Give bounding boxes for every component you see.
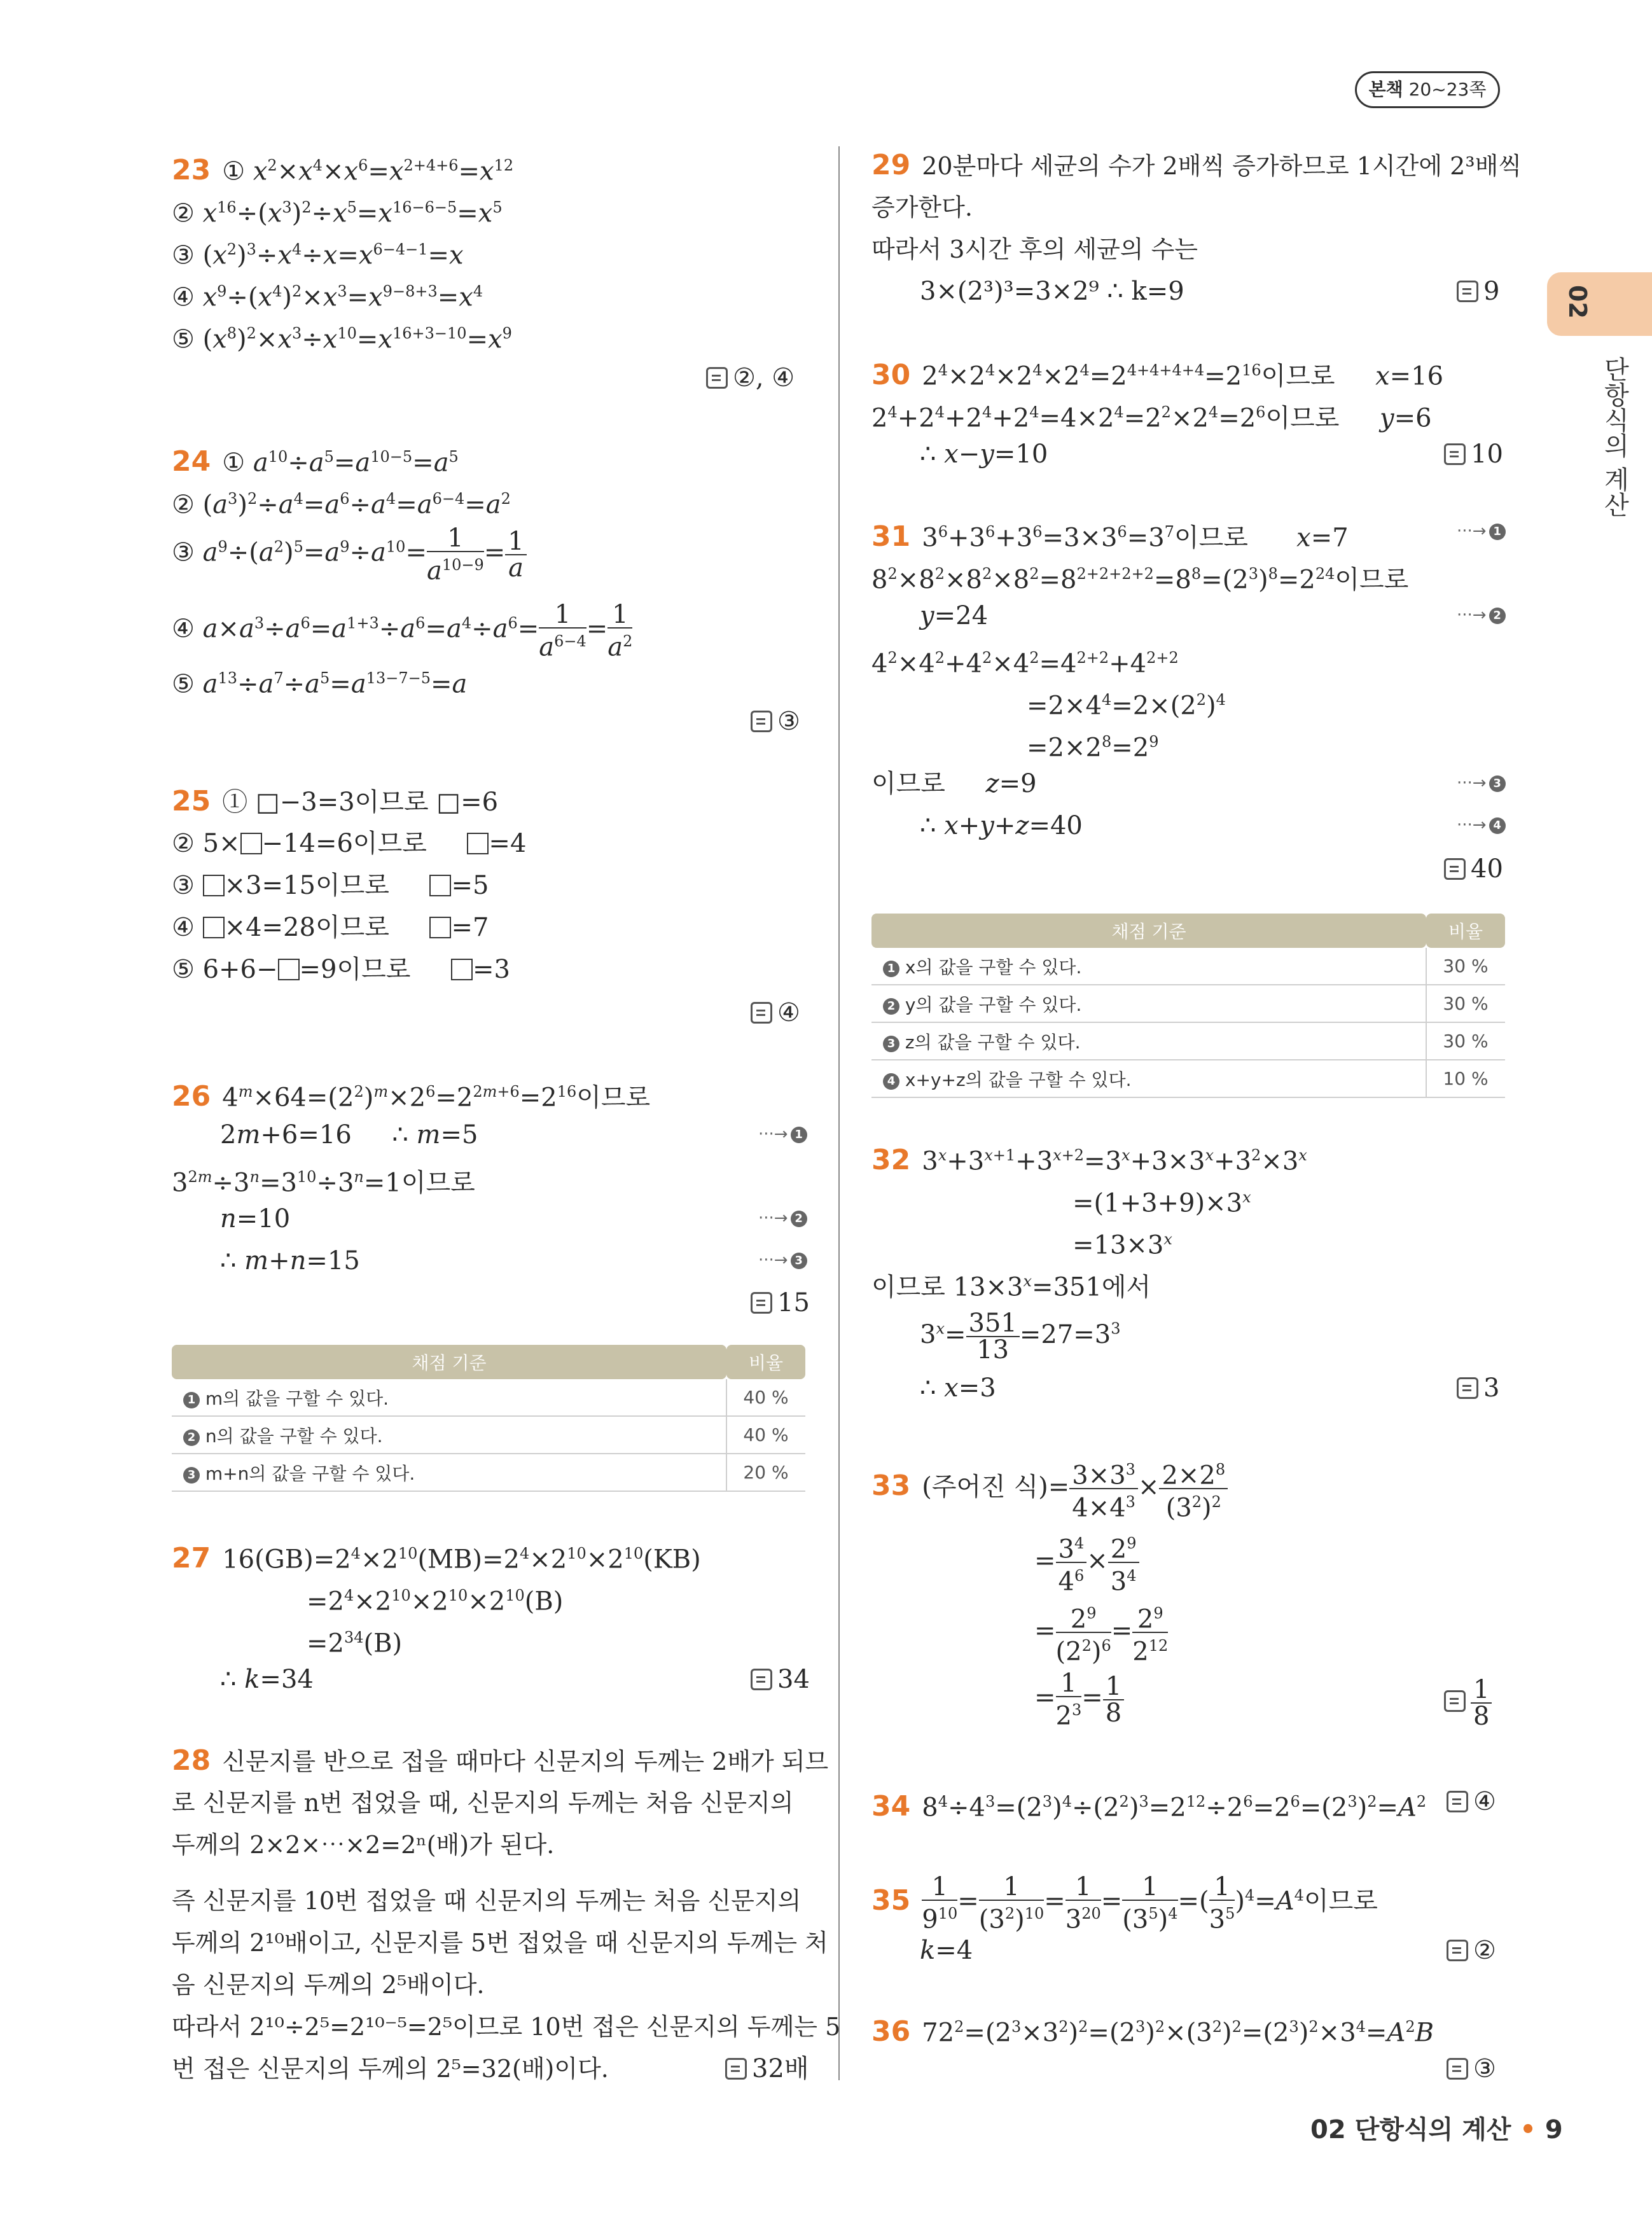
problem-number: 30 xyxy=(871,359,911,392)
table-header-ratio: 비율 xyxy=(726,1345,805,1379)
p23-line5: ⑤ $(x^8)^2\times x^3\div x^{10}=x^{16+3-10}=x^9$ xyxy=(172,324,512,354)
problem-number: 27 xyxy=(172,1542,211,1575)
p34-answer: ④ xyxy=(1447,1785,1496,1818)
p25-line4: ④ ×4=28이므로 =7 xyxy=(172,913,489,942)
p25-line1: 25 ① □−3=3이므로 □=6 xyxy=(172,785,499,817)
answer-icon xyxy=(751,1669,772,1690)
answer-icon xyxy=(751,711,772,732)
p24-line1: 24 ① $a^{10}\div a^5=a^{10-5}=a^5$ xyxy=(172,445,459,478)
answer-icon xyxy=(1444,1690,1466,1712)
p31-answer: 40 xyxy=(1444,852,1503,886)
step-marker-3: ···→ 3 xyxy=(1457,774,1506,793)
p36-answer: ③ xyxy=(1447,2052,1496,2085)
p33-line3: = $\frac{2^9}{(2^2)^6}$ = $\frac{2^9}{2^{12}}$ xyxy=(1034,1601,1168,1665)
step-marker-1: ···→ 1 xyxy=(1457,522,1506,541)
p32-line3: $=13\times 3^x$ xyxy=(1072,1230,1172,1260)
answer-icon xyxy=(1457,281,1478,302)
table-header-criterion: 채점 기준 xyxy=(172,1345,726,1379)
p33-line1: 33 (주어진 식)= $\frac{3\times 3^3}{4\times 4^3}$ × $\frac{2\times 2^8}{(3^2)^2}$ xyxy=(871,1457,1228,1521)
step-marker-2: ···→ 2 xyxy=(1457,606,1506,625)
step-marker-1: ···→ 1 xyxy=(758,1125,807,1144)
p29-line4: 3×(2³)³=3×2⁹ ∴ k=9 xyxy=(920,277,1184,306)
p24-line4: ④ $a\times a^3\div a^6=a^{1+3}\div a^6=a^4\div a^6=$ $\frac{1}{a^{6-4}}$ = $\frac{1}{a^2}$ xyxy=(172,600,633,662)
p26-line1: 26 $4^m\times 64=(2^2)^m\times 2^6=2^{2m+6}=2^{16}$이므로 xyxy=(172,1080,651,1113)
p29-line2: 증가한다. xyxy=(871,193,973,221)
problem-number: 33 xyxy=(871,1470,911,1503)
problem-number: 23 xyxy=(172,154,211,187)
answer-icon xyxy=(725,2058,747,2080)
p23-line3: ③ $(x^2)^3\div x^4\div x=x^{6-4-1}=x$ xyxy=(172,240,464,270)
p27-line3: $=2^{34}(B)$ xyxy=(307,1629,403,1658)
p35-line2: k=4 xyxy=(920,1936,973,1965)
p32-line1: 32 $3^x+3^{x+1}+3^{x+2}=3^x+3\times 3^x+3^2\times 3^x$ xyxy=(871,1144,1307,1177)
step-marker-4: ···→ 4 xyxy=(1457,816,1506,835)
table-row: 3 z의 값을 구할 수 있다. 30 % xyxy=(871,1022,1505,1060)
p29-line1: 29 20분마다 세균의 수가 2배씩 증가하므로 1시간에 2³배씩 xyxy=(871,149,1522,181)
p35-answer: ② xyxy=(1447,1934,1496,1967)
p28-line5: 두께의 2¹⁰배이고, 신문지를 5번 접었을 때 신문지의 두께는 처 xyxy=(172,1929,828,1957)
p32-line2: $=(1+3+9)\times 3^x$ xyxy=(1072,1188,1251,1218)
table-header-criterion: 채점 기준 xyxy=(871,914,1426,948)
p28-line8: 번 접은 신문지의 두께의 2⁵=32(배)이다. xyxy=(172,2055,609,2083)
p34-line1: 34 $8^4\div 4^3=(2^3)^4\div(2^2)^3=2^{12}\div 2^6=2^6=(2^3)^2=A^2$ xyxy=(871,1790,1427,1823)
p29-answer: 9 xyxy=(1457,275,1499,308)
p23-line2: ② $x^{16}\div(x^3)^2\div x^5=x^{16-6-5}=x^5$ xyxy=(172,198,503,228)
answer-icon xyxy=(1444,858,1466,880)
p31-line4: $4^2\times 4^2+4^2\times 4^2=4^{2+2}+4^{2+2}$ xyxy=(871,649,1179,679)
answer-icon xyxy=(751,1002,772,1024)
p31-line3: y=24 xyxy=(920,601,989,630)
problem-number: 26 xyxy=(172,1080,211,1113)
table-row: 4 x+y+z의 값을 구할 수 있다. 10 % xyxy=(871,1060,1505,1097)
p24-answer: ③ xyxy=(751,705,800,738)
p26-line2: 2m+6=16 ∴ m=5 xyxy=(220,1120,478,1150)
answer-icon xyxy=(751,1292,772,1314)
p32-answer: 3 xyxy=(1457,1372,1499,1405)
p23-answer: ②, ④ xyxy=(706,361,795,394)
p36-line1: 36 $72^2=(2^3\times 3^2)^2=(2^3)^2\times(3^2)^2=(2^3)^2\times 3^4=A^2B$ xyxy=(871,2015,1434,2048)
p28-answer: 32배 xyxy=(725,2052,809,2085)
answer-icon xyxy=(1447,1791,1468,1812)
p24-line3: ③ $a^9\div(a^2)^5=a^9\div a^{10}=$ $\frac{1}{a^{10-9}}$ = $\frac{1}{a}$ xyxy=(172,525,527,583)
grading-table-31 xyxy=(871,914,1505,1098)
p33-answer: $\frac{1}{8}$ xyxy=(1444,1677,1492,1729)
table-row: 3 m+n의 값을 구할 수 있다. 20 % xyxy=(172,1454,805,1491)
problem-number: 34 xyxy=(871,1790,911,1823)
table-row: 2 y의 값을 구할 수 있다. 30 % xyxy=(871,985,1505,1022)
chapter-tab[interactable] xyxy=(1547,272,1652,336)
p28-line1: 28 신문지를 반으로 접을 때마다 신문지의 두께는 2배가 되므 xyxy=(172,1744,829,1777)
problem-number: 35 xyxy=(871,1884,911,1917)
p31-line7: 이므로 z=9 xyxy=(871,769,1037,798)
table-row: 2 n의 값을 구할 수 있다. 40 % xyxy=(172,1416,805,1454)
answer-icon xyxy=(1457,1377,1478,1399)
p26-answer: 15 xyxy=(751,1286,810,1319)
p31-line1: 31 $3^6+3^6+3^6=3\times 3^6=3^7$이므로 x=7 xyxy=(871,520,1349,553)
p26-line5: ∴ m+n=15 xyxy=(220,1246,360,1275)
p24-line5: ⑤ $a^{13}\div a^7\div a^5=a^{13-7-5}=a$ xyxy=(172,669,468,699)
answer-icon xyxy=(1447,2058,1468,2080)
chapter-tab-number: 02 xyxy=(1564,285,1592,319)
problem-number: 32 xyxy=(871,1144,911,1177)
grading-table-26 xyxy=(172,1345,805,1492)
p33-line4: = $\frac{1}{2^3}$ = $\frac{1}{8}$ xyxy=(1034,1671,1124,1728)
p27-line1: 27 $16(GB)=2^4\times 2^{10}(MB)=2^4\times 2^{10}\times 2^{10}(KB)$ xyxy=(172,1542,701,1575)
p23-line4: ④ $x^9\div(x^4)^2\times x^3=x^{9-8+3}=x^4$ xyxy=(172,282,483,312)
chapter-tab-title: 단항식의 계산 xyxy=(1600,356,1629,517)
answer-icon xyxy=(1447,1940,1468,1961)
p27-answer: 34 xyxy=(751,1663,810,1696)
p26-line4: n=10 xyxy=(220,1204,291,1234)
p33-line2: = $\frac{3^4}{4^6}$ × $\frac{2^9}{3^4}$ xyxy=(1034,1531,1139,1595)
table-row: 1 m의 값을 구할 수 있다. 40 % xyxy=(172,1379,805,1416)
p25-line5: ⑤ 6+6− =9이므로 =3 xyxy=(172,955,510,984)
problem-number: 24 xyxy=(172,445,211,478)
p24-line2: ② $(a^3)^2\div a^4=a^6\div a^4=a^{6-4}=a^2$ xyxy=(172,490,511,520)
problem-number: 25 xyxy=(172,785,211,817)
step-marker-3: ···→ 3 xyxy=(758,1251,807,1270)
problem-number: 36 xyxy=(871,2015,911,2048)
p31-line2: $8^2\times 8^2\times 8^2\times 8^2=8^{2+2+2+2}=8^8=(2^3)^8=2^{24}$이므로 xyxy=(871,565,1409,595)
problem-number: 31 xyxy=(871,520,911,553)
p28-line2: 로 신문지를 n번 접었을 때, 신문지의 두께는 처음 신문지의 xyxy=(172,1789,794,1817)
p28-line4: 즉 신문지를 10번 접었을 때 신문지의 두께는 처음 신문지의 xyxy=(172,1887,802,1915)
p27-line2: $=2^4\times 2^{10}\times 2^{10}\times 2^{10}(B)$ xyxy=(307,1587,564,1616)
p30-answer: 10 xyxy=(1444,438,1503,471)
step-marker-2: ···→ 2 xyxy=(758,1209,807,1228)
p31-line8: ∴ x+y+z=40 xyxy=(920,811,1083,840)
p28-line3: 두께의 2×2×⋯×2=2ⁿ(배)가 된다. xyxy=(172,1831,555,1859)
p32-line6: ∴ x=3 xyxy=(920,1373,996,1403)
p23-line1: 23 ① $x^2\times x^4\times x^6=x^{2+4+6}=x^{12}$ xyxy=(172,154,514,187)
table-header-ratio: 비율 xyxy=(1426,914,1505,948)
p25-line2: ② 5× −14=6이므로 =4 xyxy=(172,829,527,858)
problem-number: 28 xyxy=(172,1744,211,1777)
p28-line6: 음 신문지의 두께의 2⁵배이다. xyxy=(172,1971,485,1999)
page-footer: 02 단항식의 계산 • 9 xyxy=(1310,2115,1563,2144)
p28-line7: 따라서 2¹⁰÷2⁵=2¹⁰⁻⁵=2⁵이므로 10번 접은 신문지의 두께는 5 xyxy=(172,2013,841,2041)
p25-line3: ③ ×3=15이므로 =5 xyxy=(172,871,489,900)
p29-line3: 따라서 3시간 후의 세균의 수는 xyxy=(871,235,1198,263)
p30-line1: 30 $2^4\times 2^4\times 2^4\times 2^4=2^{4+4+4+4}=2^{16}$이므로 x=16 xyxy=(871,359,1444,392)
page-reference-badge: 본책 20~23쪽 xyxy=(1355,71,1500,108)
p32-line4: 이므로 $13\times 3^x=351$에서 xyxy=(871,1272,1151,1302)
p26-line3: $3^{2m}\div 3^n=3^{10}\div 3^n=1$이므로 xyxy=(172,1168,475,1198)
p35-line1: 35 $\frac{1}{9^{10}}$ = $\frac{1}{(3^2)^{10}}$ = $\frac{1}{3^{20}}$ = $\frac{1}{(3^5)^4}$ =( $\frac{1}{3^5}$ )$^4=A^4$이므로 xyxy=(871,1872,1378,1935)
table-row: 1 x의 값을 구할 수 있다. 30 % xyxy=(871,948,1505,985)
problem-number: 29 xyxy=(871,149,911,181)
p31-line6: $=2\times 2^8=2^9$ xyxy=(1027,733,1159,763)
p30-line2: $2^4+2^4+2^4+2^4=4\times 2^4=2^2\times 2^4=2^6$이므로 y=6 xyxy=(871,403,1432,433)
answer-icon xyxy=(1444,443,1466,465)
p25-answer: ④ xyxy=(751,996,800,1029)
answer-icon xyxy=(706,367,728,389)
p30-line3: ∴ x−y=10 xyxy=(920,440,1048,469)
p32-line5: $3^x=$ $\frac{351}{13}$ $=27=3^3$ xyxy=(920,1309,1121,1365)
p31-line5: $=2\times 4^4=2\times(2^2)^4$ xyxy=(1027,691,1226,721)
p27-line4: ∴ k=34 xyxy=(220,1665,314,1694)
column-divider xyxy=(838,146,840,2080)
